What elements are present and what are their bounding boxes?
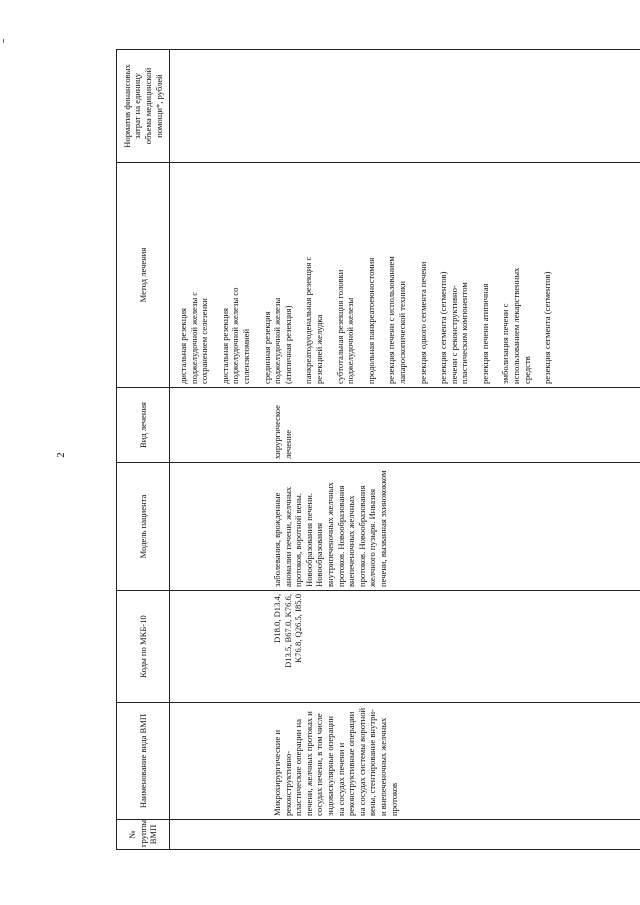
header-patient-model: Модель пациента <box>117 463 170 591</box>
header-name: Наименование вида ВМП <box>117 703 170 820</box>
header-treatment-method: Метод лечения <box>117 163 170 388</box>
header-codes: Коды по МКБ-10 <box>117 591 170 703</box>
cell-patient-model: заболевания, врожденные аномалии печени, желчных протоков, воротной вены. Новообразования печени. Новообразования внутрипеченочных желчных протоков. Новообразования внепеченочных желчных протоков. Новообразования желчного пузыря. Инвазия печени, вызванная эхинококком <box>170 463 640 591</box>
cell-cost-norm <box>170 50 640 163</box>
stray-mark <box>3 39 4 43</box>
header-cost-norm: Норматив финансовых затрат на единицу объема медицинской помощи*, рублей <box>117 50 170 163</box>
method-item: субтотальная резекция головки поджелудочной железы <box>334 269 356 384</box>
methods-top-list <box>178 166 376 384</box>
method-item: резекция сегмента (сегментов) печени с реконструктивно- пластическим компонентом <box>438 271 470 384</box>
method-item: дистальная резекция поджелудочной железы с сохранением селезенки <box>178 291 210 384</box>
cell-group-no <box>170 820 640 850</box>
table-row <box>170 50 640 850</box>
method-item: эмболизация печени с использованием лекарственных средств <box>500 267 532 384</box>
methods-bottom-list <box>386 166 553 384</box>
method-item: продольная панкреатоеюностомия <box>365 257 376 384</box>
cell-codes: D18.0, D13.4, D13.5, B67.0, K76.6, K76.8, Q26.5, I85.0 <box>170 591 640 703</box>
method-item: панкреатодуоденальная резекция с резекцией желудка <box>303 256 324 384</box>
vmp-table <box>116 49 640 850</box>
method-item: резекция печени атипичная <box>479 283 490 384</box>
cell-name: Микрохирургические и реконструктивно- пластические операции на печени, желчных протоках и сосудах печени, в том числе эндоваскулярные операции на сосудах печени и реконструктивные операции на сосудах системы воротной вены, стентирование внутри- и внепеченочных желчных протоков <box>170 703 640 820</box>
header-row <box>117 50 170 850</box>
page-number: 2 <box>55 452 67 458</box>
method-item: резекция одного сегмента печени <box>417 261 428 384</box>
method-item: резекция печени с использованием лапароскопической техники <box>386 256 407 384</box>
method-item: срединная резекция поджелудочной железы (атипичная резекция) <box>261 297 293 384</box>
method-item: дистальная резекция поджелудочной железы со спленэктомией <box>219 287 251 384</box>
header-group-no: № группы ВМП <box>117 820 170 850</box>
cell-treatment-type: хирургическое лечение <box>170 388 640 463</box>
method-item: резекция сегмента (сегментов) <box>542 271 553 384</box>
header-treatment-type: Вид лечения <box>117 388 170 463</box>
cell-treatment-method <box>170 163 640 388</box>
